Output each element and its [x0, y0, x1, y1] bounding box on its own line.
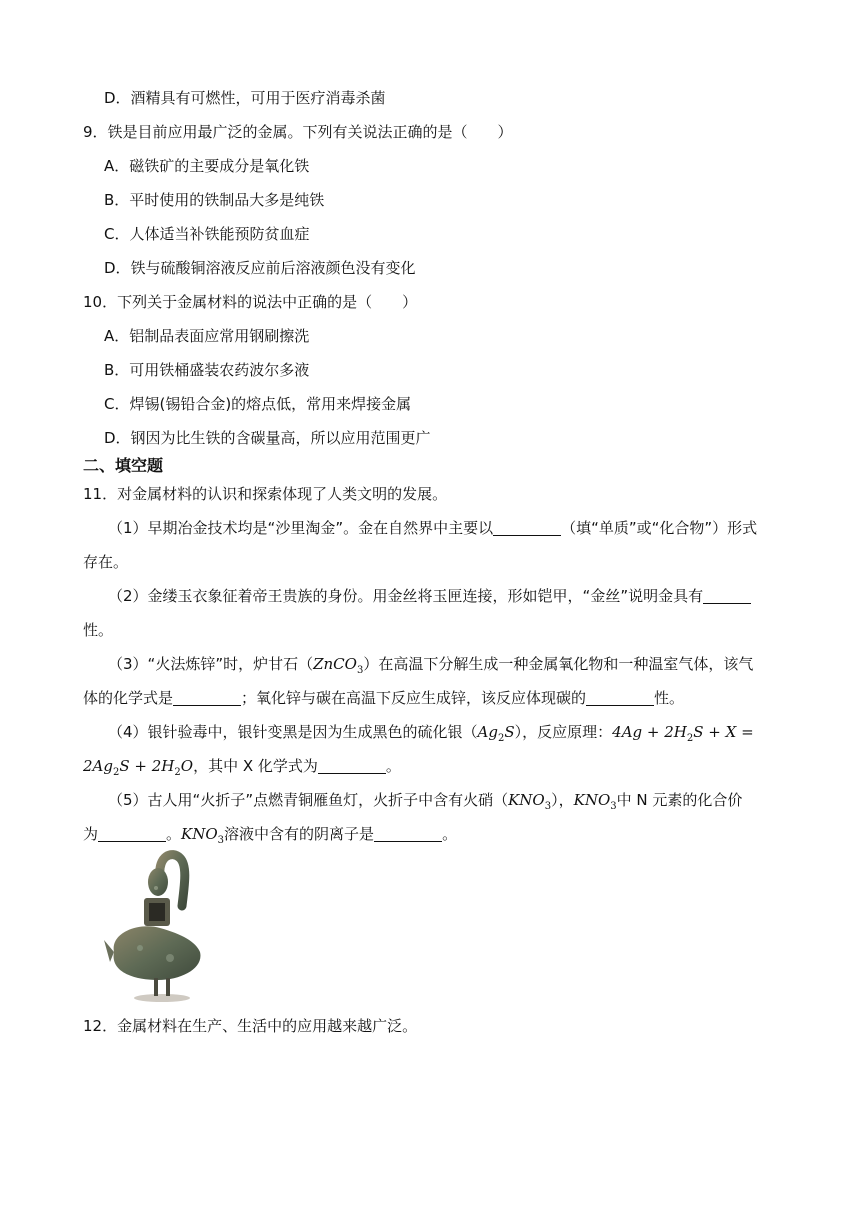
answer-blank[interactable]	[703, 587, 751, 604]
q11-part4-text-2: ），反应原理：	[514, 723, 613, 741]
answer-blank[interactable]	[374, 825, 442, 842]
q11-part2-text: （2）金缕玉衣象征着帝王贵族的身份。用金丝将玉匣连接，形如铠甲，“金丝”说明金具有	[108, 587, 704, 605]
q11-part5-text-5: 。	[166, 825, 182, 843]
answer-blank[interactable]	[493, 519, 561, 536]
equation-right: $2Ag_2S + 2H_2O$	[83, 757, 194, 778]
q10-option-b: B．可用铁桶盛装农药波尔多液	[104, 361, 310, 379]
answer-blank[interactable]	[173, 689, 241, 706]
formula-kno3: $KNO_3$	[181, 825, 225, 846]
answer-blank[interactable]	[586, 689, 654, 706]
q11-part3-text-4: ；氧化锌与碳在高温下反应生成锌，该反应体现碳的	[241, 689, 587, 707]
q11-part5-line2	[83, 824, 457, 851]
equation-left: $4Ag + 2H_2S + X$ =	[612, 723, 754, 744]
q11-part1-text: （1）早期冶金技术均是“沙里淘金”。金在自然界中主要以	[108, 519, 494, 537]
q11-stem: 11．对金属材料的认识和探索体现了人类文明的发展。	[83, 485, 448, 503]
q10-stem	[83, 292, 417, 312]
q9-option-a: A．磁铁矿的主要成分是氧化铁	[104, 157, 310, 175]
q10-option-c: C．焊锡(锡铅合金)的熔点低，常用来焊接金属	[104, 395, 412, 413]
q10-option-d: D．钢因为比生铁的含碳量高，所以应用范围更广	[104, 429, 431, 447]
q11-part5-text-7: 。	[442, 825, 458, 843]
q11-part5-text-4: 为	[83, 825, 99, 843]
q9-stem	[83, 122, 513, 142]
q11-part3-line1	[108, 654, 753, 681]
q9-option-c: C．人体适当补铁能预防贫血症	[104, 225, 310, 243]
q11-part4-line1	[108, 722, 754, 749]
q10-option-a: A．铝制品表面应常用钢刷擦洗	[104, 327, 310, 345]
q11-part5-text: （5）古人用“火折子”点燃青铜雁鱼灯，火折子中含有火硝（	[108, 791, 509, 809]
formula-ag2s: $Ag_2S$	[477, 723, 515, 744]
section-title-fill-in: 二、填空题	[83, 456, 164, 475]
q11-part3-text-5: 性。	[654, 689, 685, 707]
q11-part1-line2: 存在。	[83, 553, 129, 571]
q11-part5-line1	[108, 790, 742, 817]
q8-option-d: D．酒精具有可燃性，可用于医疗消毒杀菌	[104, 89, 386, 107]
formula-kno3: $KNO_3$	[508, 791, 552, 812]
answer-blank[interactable]	[98, 825, 166, 842]
formula-kno3: $KNO_3$	[573, 791, 617, 812]
q9-option-d: D．铁与硫酸铜溶液反应前后溶液颜色没有变化	[104, 259, 416, 277]
q11-part3-text-3: 体的化学式是	[83, 689, 174, 707]
q11-part3-text: （3）“火法炼锌”时，炉甘石（	[108, 655, 314, 673]
q11-part4-text-3: ，其中 X 化学式为	[193, 757, 318, 775]
q11-part4-text: （4）银针验毒中，银针变黑是因为生成黑色的硫化银（	[108, 723, 478, 741]
q9-stem-close: ）	[497, 123, 513, 141]
q11-part4-text-4: 。	[385, 757, 401, 775]
q11-part5-text-6: 溶液中含有的阴离子是	[224, 825, 375, 843]
bronze-goose-fish-lamp-icon	[100, 848, 212, 1004]
q10-stem-close: ）	[402, 293, 418, 311]
q11-part1-text-2: （填“单质”或“化合物”）形式	[561, 519, 758, 537]
q12-stem: 12．金属材料在生产、生活中的应用越来越广泛。	[83, 1017, 418, 1035]
q11-part5-text-3: 中 N 元素的化合价	[616, 791, 743, 809]
formula-znco3: ZnCO$_3$	[313, 655, 364, 676]
q10-stem-text: 10．下列关于金属材料的说法中正确的是（	[83, 293, 373, 311]
q11-part3-line2	[83, 688, 684, 708]
q9-stem-text: 9．铁是目前应用最广泛的金属。下列有关说法正确的是（	[83, 123, 468, 141]
q11-part4-line2	[83, 756, 401, 783]
q11-part3-text-2: ）在高温下分解生成一种金属氧化物和一种温室气体，该气	[363, 655, 754, 673]
q11-part2-line1	[108, 586, 751, 606]
q9-option-b: B．平时使用的铁制品大多是纯铁	[104, 191, 325, 209]
q11-part2-line2: 性。	[83, 621, 114, 639]
answer-blank[interactable]	[318, 757, 386, 774]
q11-part1-line1	[108, 518, 757, 538]
q11-part5-text-2: ），	[551, 791, 574, 809]
